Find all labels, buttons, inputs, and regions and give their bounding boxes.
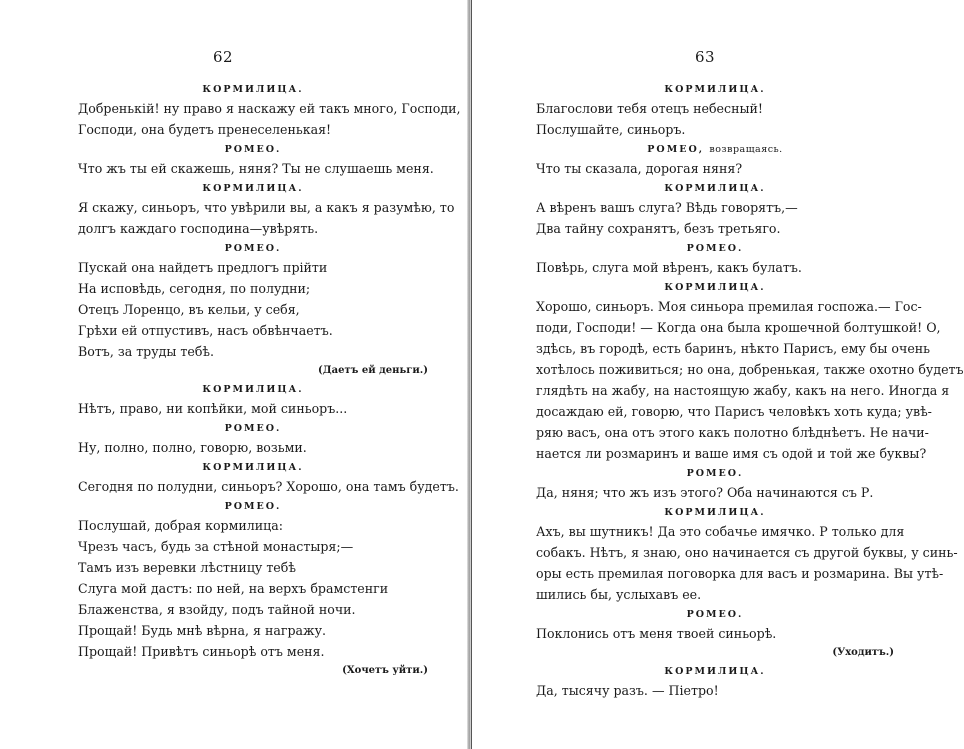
text-line: шились бы, услыхавъ ее. (536, 587, 702, 602)
stage-direction: (Даетъ ей деньги.) (318, 365, 428, 376)
speaker-label: КОРМИЛИЦА. (202, 84, 304, 95)
speaker-name (536, 505, 894, 521)
text-line: Ну, полно, полно, говорю, возьми. (78, 440, 307, 455)
speaker-label: РОМЕО. (224, 423, 282, 434)
text-line: Да, тысячу разъ. — Піетро! (536, 683, 719, 698)
stage-note: возвращаясь. (709, 144, 783, 155)
text-line: Хорошо, синьоръ. Моя синьора премилая госпожа.— Гос- (536, 299, 922, 314)
speaker-label: КОРМИЛИЦА. (202, 384, 304, 395)
text-line: хотѣлось поживиться; но она, добренькая, также охотно будетъ (536, 362, 964, 377)
text-line: Прощай! Будь мнѣ вѣрна, я награжу. (78, 623, 327, 638)
speaker-name (536, 280, 894, 296)
speaker-label: РОМЕО. (686, 468, 744, 479)
text-line: Слуга мой дастъ: по ней, на верхъ брамстенги (78, 581, 389, 596)
speaker-name (78, 181, 428, 197)
gutter-line (471, 0, 472, 749)
text-line: долгъ каждаго господина—увѣрять. (78, 221, 319, 236)
stage-direction: (Хочетъ уйти.) (342, 665, 428, 676)
speaker-label: КОРМИЛИЦА. (202, 462, 304, 473)
speaker-label: КОРМИЛИЦА. (664, 183, 766, 194)
text-line: нается ли розмаринъ и ваше имя съ одой и той же буквы? (536, 446, 927, 461)
text-line: Сегодня по полудни, синьоръ? Хорошо, она тамъ будетъ. (78, 479, 459, 494)
text-line: Прощай! Привѣтъ синьорѣ отъ меня. (78, 644, 325, 659)
text-line: Отецъ Лоренцо, въ кельи, у себя, (78, 302, 300, 317)
text-line: Тамъ изъ веревки лѣстницу тебѣ (78, 560, 296, 575)
text-line: собакъ. Нѣтъ, я знаю, оно начинается съ другой буквы, у синь- (536, 545, 958, 560)
speaker-label: РОМЕО. (686, 609, 744, 620)
text-line: Пускай она найдетъ предлогъ прійти (78, 260, 328, 275)
speaker-name (536, 241, 894, 257)
speaker-name (536, 607, 894, 623)
speaker-label: РОМЕО, (647, 144, 705, 155)
speaker-name (78, 142, 428, 158)
text-line: Поклонись отъ меня твоей синьорѣ. (536, 626, 777, 641)
speaker-label: КОРМИЛИЦА. (664, 507, 766, 518)
speaker-label: РОМЕО. (686, 243, 744, 254)
speaker-name (536, 664, 894, 680)
speaker-name (536, 181, 894, 197)
text-line: Да, няня; что жъ изъ этого? Оба начинаются съ Р. (536, 485, 874, 500)
text-line: Послушай, добрая кормилица: (78, 518, 284, 533)
text-line: Грѣхи ей отпустивъ, насъ обвѣнчаетъ. (78, 323, 333, 338)
text-line: здѣсь, въ городѣ, есть баринъ, нѣкто Парисъ, ему бы очень (536, 341, 931, 356)
text-line: Чрезъ часъ, будь за стѣной монастыря;— (78, 539, 354, 554)
speaker-name (78, 460, 428, 476)
speaker-label: КОРМИЛИЦА. (664, 666, 766, 677)
text-line: А вѣренъ вашъ слуга? Вѣдь говорятъ,— (536, 200, 798, 215)
page-text (536, 80, 964, 701)
speaker-label: КОРМИЛИЦА. (202, 183, 304, 194)
text-line: ряю васъ, она отъ этого какъ полотно блѣднѣетъ. Не начи- (536, 425, 929, 440)
stage-direction: (Уходитъ.) (832, 647, 894, 658)
speaker-name (78, 382, 428, 398)
text-line: Ахъ, вы шутникъ! Да это собачье имячко. Р только для (536, 524, 905, 539)
text-line: Господи, она будетъ пренеселенькая! (78, 122, 332, 137)
speaker-name (536, 142, 894, 158)
speaker-label: РОМЕО. (224, 501, 282, 512)
text-line: Что жъ ты ей скажешь, няня? Ты не слушаешь меня. (78, 161, 434, 176)
speaker-label: КОРМИЛИЦА. (664, 84, 766, 95)
text-line: На исповѣдь, сегодня, по полудни; (78, 281, 311, 296)
text-line: Послушайте, синьоръ. (536, 122, 686, 137)
text-line: Добренькій! ну право я наскажу ей такъ много, Господи, (78, 101, 461, 116)
text-line: оры есть премилая поговорка для васъ и розмарина. Вы утѣ- (536, 566, 944, 581)
page-text (78, 80, 461, 680)
speaker-name (536, 466, 894, 482)
page-number: 62 (212, 48, 234, 66)
text-line: Благослови тебя отецъ небесный! (536, 101, 763, 116)
speaker-name (78, 421, 428, 437)
speaker-label: РОМЕО. (224, 144, 282, 155)
text-line: глядѣть на жабу, на настоящую жабу, какъ на него. Иногда я (536, 383, 950, 398)
text-line: Блаженства, я взойду, подъ тайной ночи. (78, 602, 356, 617)
speaker-label: КОРМИЛИЦА. (664, 282, 766, 293)
text-line: Нѣтъ, право, ни копѣйки, мой синьоръ... (78, 401, 348, 416)
speaker-name (78, 82, 428, 98)
text-line: досаждаю ей, говорю, что Парисъ человѣкъ хоть куда; увѣ- (536, 404, 932, 419)
left-page (0, 0, 470, 749)
speaker-name (536, 82, 894, 98)
speaker-label: РОМЕО. (224, 243, 282, 254)
text-line: Два тайну сохранятъ, безъ третьяго. (536, 221, 781, 236)
text-line: поди, Господи! — Когда она была крошечной болтушкой! О, (536, 320, 941, 335)
text-line: Что ты сказала, дорогая няня? (536, 161, 743, 176)
speaker-name (78, 499, 428, 515)
page-number: 63 (694, 48, 716, 66)
text-line: Я скажу, синьоръ, что увѣрили вы, а какъ я разумѣю, то (78, 200, 455, 215)
text-line: Вотъ, за труды тебѣ. (78, 344, 215, 359)
speaker-name (78, 241, 428, 257)
text-line: Повѣрь, слуга мой вѣренъ, какъ булатъ. (536, 260, 802, 275)
right-page (474, 0, 964, 749)
